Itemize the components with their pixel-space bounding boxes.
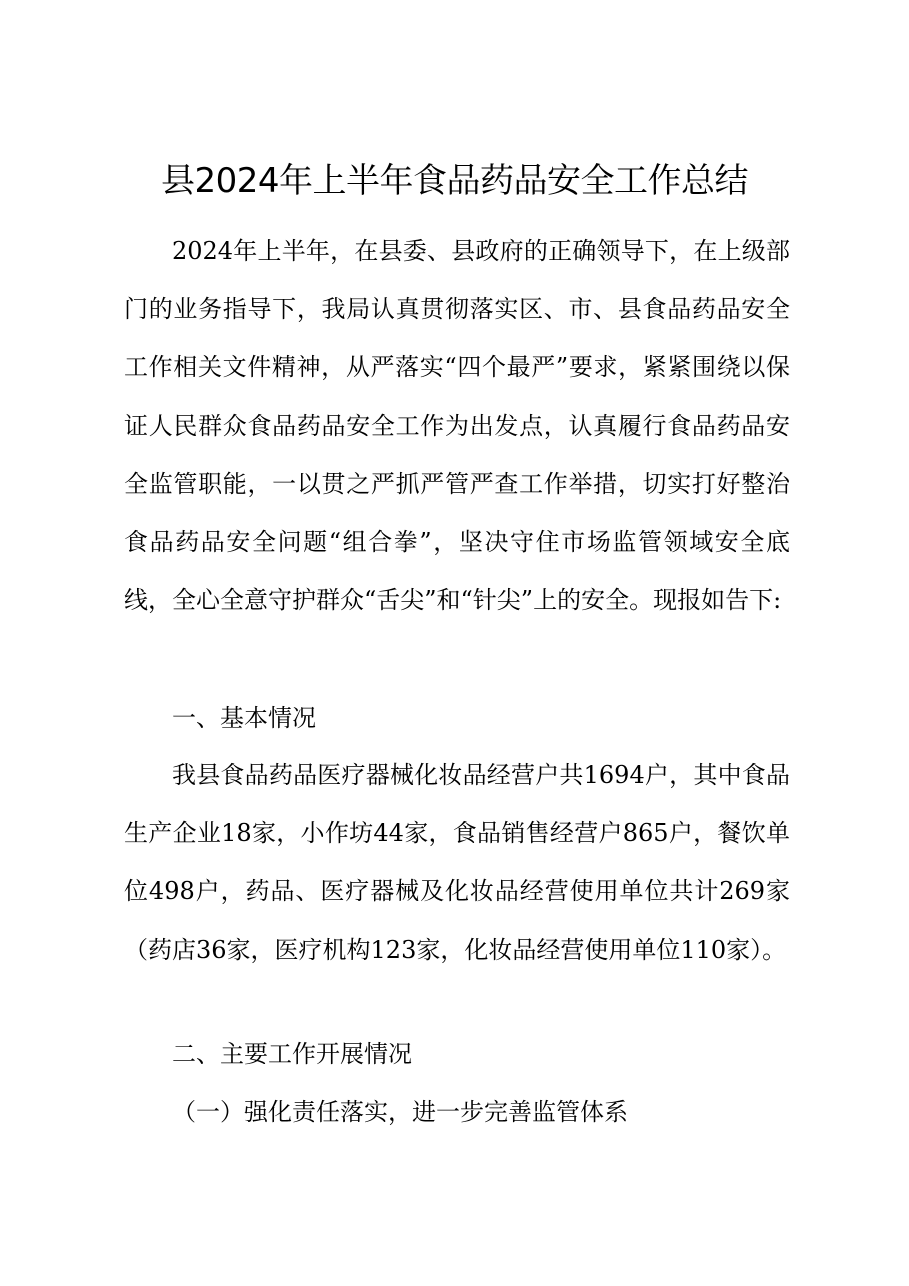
subsection-heading-responsibility: （一）强化责任落实，进一步完善监管体系: [172, 1098, 628, 1126]
document-title: 县2024年上半年食品药品安全工作总结: [160, 161, 749, 201]
basic-situation-paragraph: 我县食品药品医疗器械化妆品经营户共1694户，其中食品生产企业18家，小作坊44家，食品销售经营户865户，餐饮单位498户，药品、医疗器械及化妆品经营使用单位共计269家（药店36家，医疗机构123家，化妆品经营使用单位110家）。: [124, 761, 790, 964]
section-heading-basic-situation: 一、基本情况: [172, 704, 316, 732]
section-heading-main-work: 二、主要工作开展情况: [172, 1040, 412, 1068]
intro-paragraph: 2024年上半年，在县委、县政府的正确领导下，在上级部门的业务指导下，我局认真贯彻落实区、市、县食品药品安全工作相关文件精神，从严落实“四个最严”要求，紧紧围绕以保证人民群众食品药品安全工作为出发点，认真履行食品药品安全监管职能，一以贯之严抓严管严查工作举措，切实打好整治食品药品安全问题“组合拳”，坚决守住市场监管领域安全底线，全心全意守护群众“舌尖”和“针尖”上的安全。现报如告下:: [124, 237, 790, 615]
